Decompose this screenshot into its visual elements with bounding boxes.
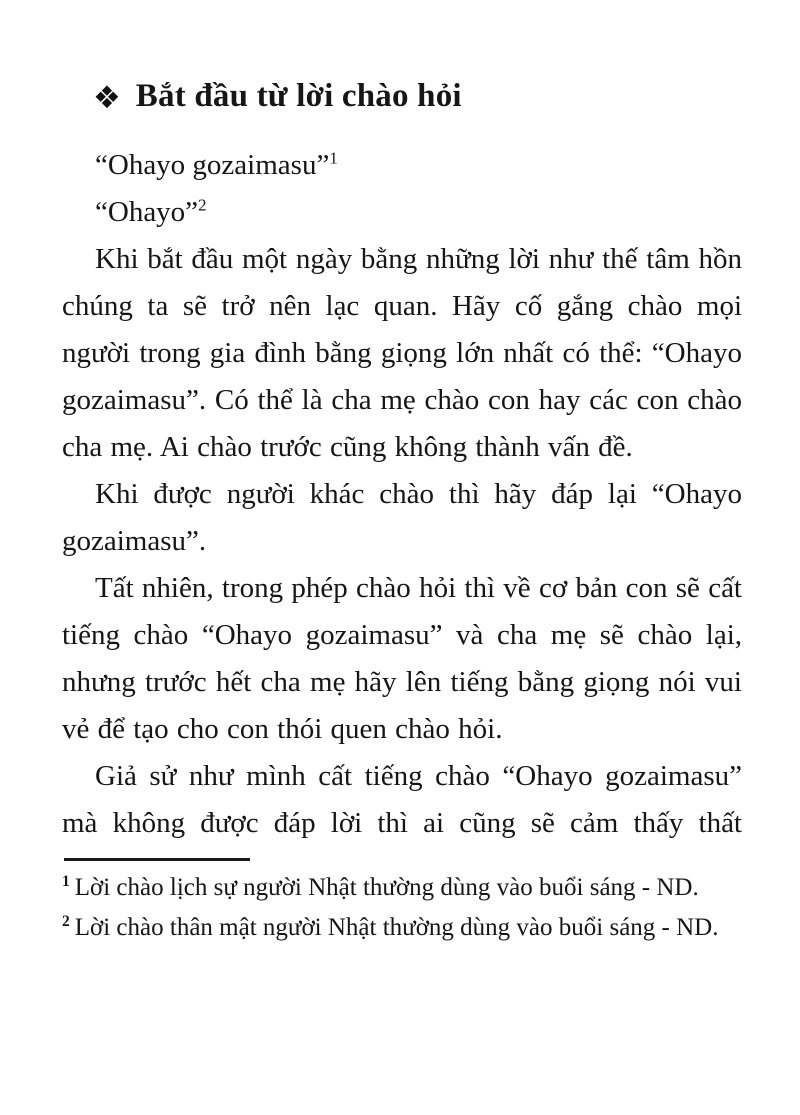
footnote-divider: [64, 858, 250, 861]
footnote-marker-2: 2: [62, 912, 70, 930]
greeting-line: [62, 189, 742, 236]
footnote: [62, 868, 742, 908]
footnote-ref-1: 1: [329, 148, 338, 168]
diamond-ornament-icon: ❖: [93, 80, 121, 116]
footnote-ref-2: 2: [198, 195, 207, 215]
footnote-text: Lời chào lịch sự người Nhật thường dùng vào buổi sáng - ND.: [74, 874, 699, 901]
paragraph: Giả sử như mình cất tiếng chào “Ohayo gozaimasu” mà không được đáp lời thì ai cũng sẽ cảm thấy thất: [62, 760, 742, 839]
section-heading: [62, 74, 742, 118]
page-title: Bắt đầu từ lời chào hỏi: [135, 78, 462, 114]
paragraph: Khi được người khác chào thì hãy đáp lại “Ohayo gozaimasu”.: [62, 478, 742, 557]
footnote-marker-1: 1: [62, 872, 70, 890]
paragraph: Tất nhiên, trong phép chào hỏi thì về cơ bản con sẽ cất tiếng chào “Ohayo gozaimasu” và cha mẹ sẽ chào lại, nhưng trước hết cha mẹ hãy lên tiếng bằng giọng nói vui vẻ để tạo cho con thói quen chào hỏi.: [62, 572, 742, 745]
footnote: [62, 908, 742, 948]
greeting-text: “Ohayo gozaimasu”: [95, 149, 330, 181]
greeting-text: “Ohayo”: [95, 196, 199, 228]
greeting-line: [62, 142, 742, 189]
footnote-text: Lời chào thân mật người Nhật thường dùng vào buổi sáng - ND.: [74, 914, 719, 941]
paragraph: Khi bắt đầu một ngày bằng những lời như thế tâm hồn chúng ta sẽ trở nên lạc quan. Hãy cố gắng chào mọi người trong gia đình bằng giọng lớn nhất có thể: “Ohayo gozaimasu”. Có thể là cha mẹ chào con hay các con chào cha mẹ. Ai chào trước cũng không thành vấn đề.: [62, 243, 742, 463]
